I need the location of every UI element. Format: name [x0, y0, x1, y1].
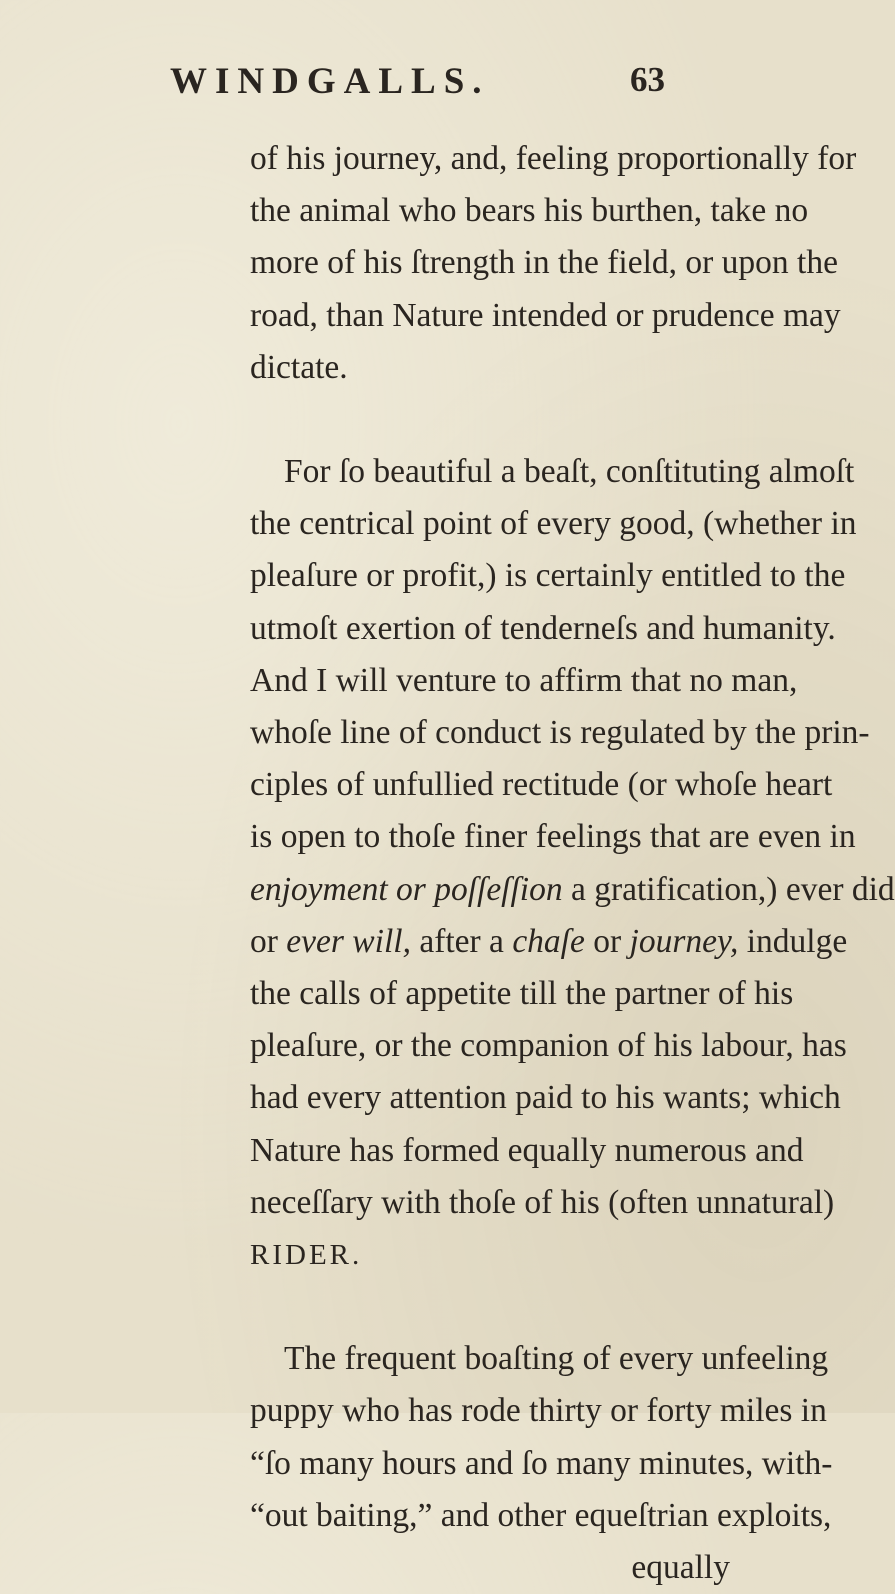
- catchword: equally: [631, 1549, 730, 1587]
- text-run: after a: [419, 922, 504, 960]
- text-line: the centrical point of every good, (whether in: [250, 505, 857, 543]
- text-line: Nature has formed equally numerous and: [250, 1131, 804, 1169]
- text-line: ciples of unfullied rectitude (or whoſe heart: [250, 766, 833, 804]
- text-line: pleaſure or profit,) is certainly entitled to the: [250, 557, 846, 595]
- page-number: 63: [630, 60, 665, 99]
- text-line: neceſſary with thoſe of his (often unnatural): [250, 1183, 835, 1221]
- text-run: or: [250, 922, 278, 960]
- text-line: pleaſure, or the companion of his labour, has: [250, 1027, 847, 1065]
- italic-text: chaſe: [512, 922, 585, 960]
- paragraph-gap: [250, 394, 782, 446]
- text-line: For ſo beautiful a beaſt, conſtituting almoſt: [284, 453, 855, 491]
- text-run: or: [593, 922, 622, 960]
- text-line: [250, 916, 848, 968]
- running-title: WINDGALLS.: [170, 61, 490, 102]
- text-line: of his journey, and, feeling proportionally for: [250, 140, 857, 177]
- body-text: [250, 133, 895, 1594]
- text-line: whoſe line of conduct is regulated by the prin-: [250, 714, 870, 752]
- italic-text: ever will,: [286, 922, 411, 960]
- text-line: The frequent boaſting of every unfeeling: [284, 1340, 829, 1378]
- text-run: a gratification,) ever did: [570, 870, 895, 908]
- text-line: had every attention paid to his wants; which: [250, 1079, 841, 1117]
- text-line: “out baiting,” and other equeſtrian exploits,: [250, 1496, 832, 1534]
- text-line: [250, 864, 895, 916]
- italic-text: enjoyment or poſſeſſion: [250, 870, 563, 908]
- running-head: [170, 60, 730, 110]
- text-line: more of his ſtrength in the field, or upon the: [250, 244, 838, 282]
- text-line: utmoſt exertion of tenderneſs and humanity.: [250, 609, 836, 647]
- italic-text: journey,: [629, 922, 739, 960]
- text-line: “ſo many hours and ſo many minutes, with-: [250, 1444, 833, 1482]
- text-line: the animal who bears his burthen, take no: [250, 192, 809, 230]
- text-line: And I will venture to affirm that no man,: [250, 661, 798, 699]
- text-line: dictate.: [250, 348, 348, 386]
- text-line: the calls of appetite till the partner of his: [250, 975, 794, 1013]
- text-line: is open to thoſe finer feelings that are even in: [250, 818, 856, 856]
- text-line: puppy who has rode thirty or forty miles in: [250, 1392, 827, 1430]
- paragraph-gap: [250, 1281, 782, 1333]
- text-line: RIDER.: [250, 1239, 363, 1272]
- text-run: indulge: [746, 922, 848, 960]
- text-line: road, than Nature intended or prudence may: [250, 296, 841, 334]
